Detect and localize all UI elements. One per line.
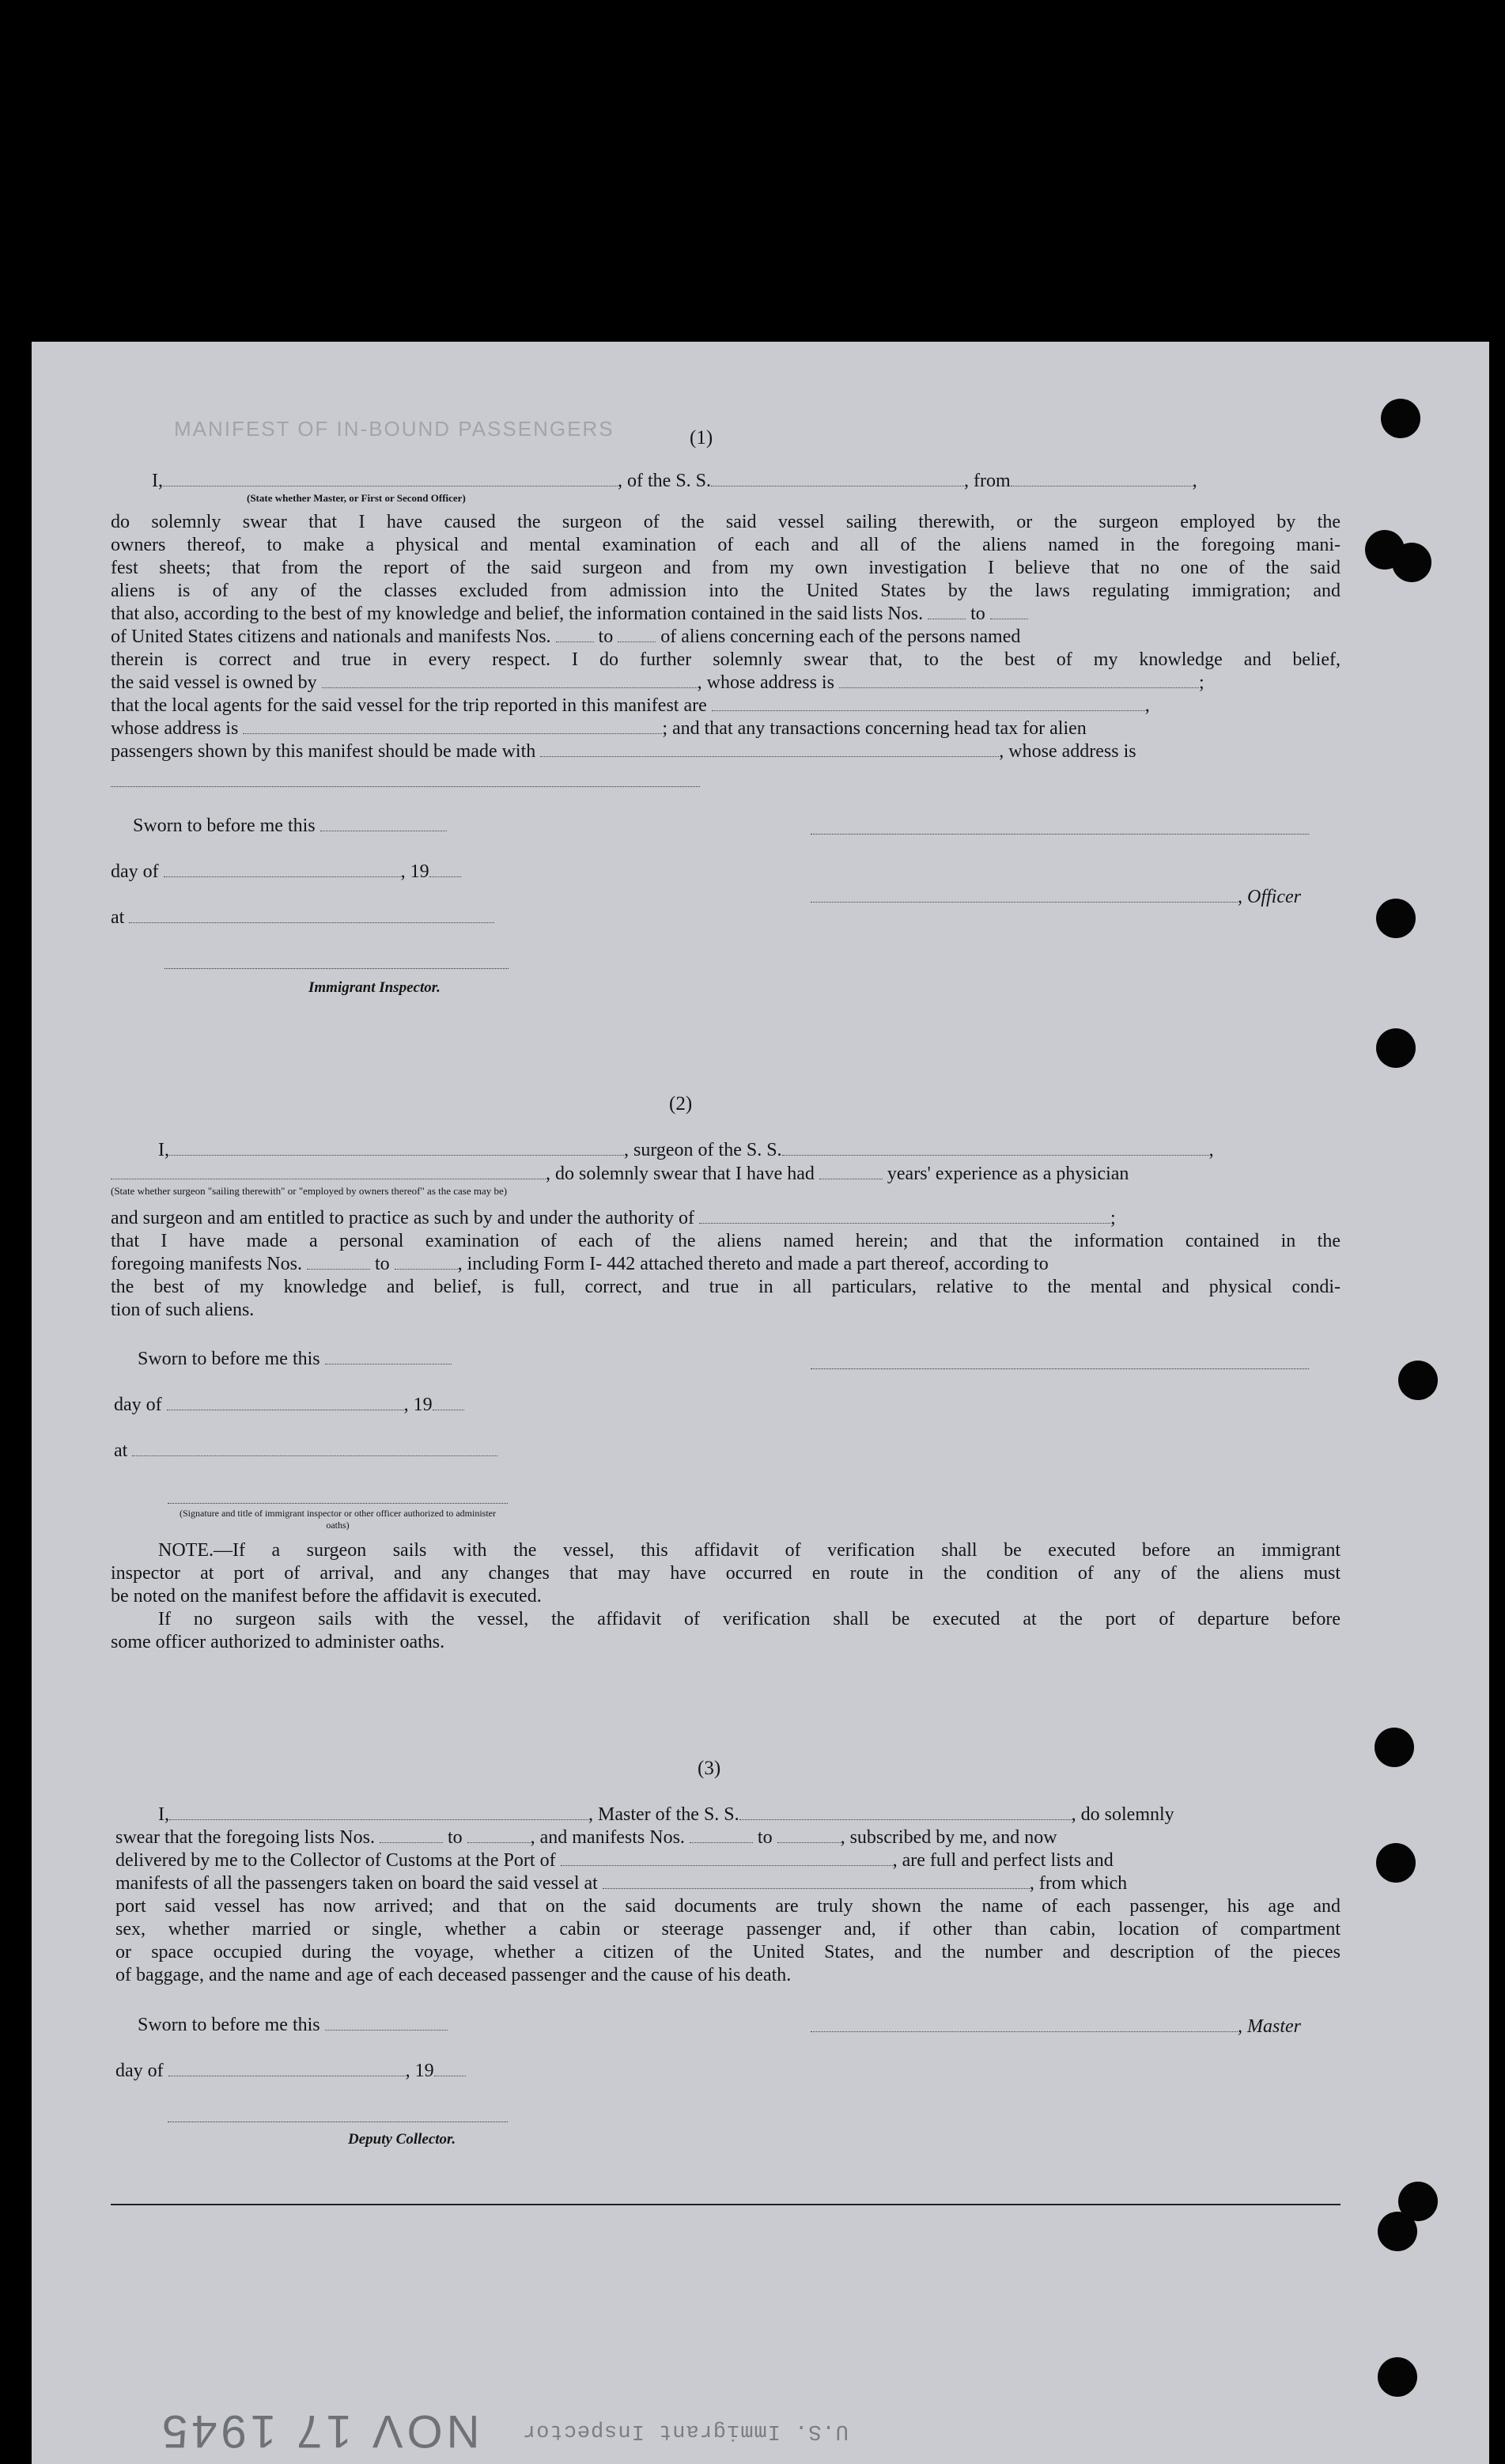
section-1-paragraph-line: of United States citizens and nationals and manifests Nos. to of aliens concerning each of the persons named [111, 626, 1021, 647]
punch-hole [1398, 1361, 1438, 1400]
section-2-line-4: that I have made a personal examination of each of the aliens named herein; and that the information contained in the [111, 1231, 1341, 1251]
inverted-inspector-stamp: U.S. Immigrant Inspector [522, 2419, 849, 2443]
punch-hole [1375, 1728, 1414, 1767]
section-1-signature-caption: Immigrant Inspector. [308, 979, 441, 996]
officer-signature-line [811, 832, 1309, 835]
punch-hole [1376, 1843, 1416, 1883]
section-2-line-5: foregoing manifests Nos. to , including Form I- 442 attached thereto and made a part thereof, according to [111, 1254, 1049, 1274]
section-1-number: (1) [690, 427, 713, 449]
surgeon-signature-line [811, 1367, 1309, 1369]
section-1-role-caption: (State whether Master, or First or Second Officer) [247, 492, 466, 504]
section-2-note-line: be noted on the manifest before the affidavit is executed. [111, 1586, 542, 1607]
section-2-note-line: inspector at port of arrival, and any changes that may have occurred en route in the condition of any of the aliens must [111, 1563, 1341, 1584]
section-2-note-line: If no surgeon sails with the vessel, the affidavit of verification shall be executed at the port of departure before [158, 1609, 1341, 1629]
section-1-paragraph-line: that also, according to the best of my knowledge and belief, the information contained in the said lists Nos. to [111, 603, 1028, 626]
section-2-line-7: tion of such aliens. [111, 1300, 255, 1320]
punch-hole [1376, 1028, 1416, 1068]
section-2-signature-caption: (Signature and title of immigrant inspector or other officer authorized to administer oaths) [180, 1508, 496, 1531]
section-1-at: at [111, 906, 494, 929]
section-2-note-line: NOTE.—If a surgeon sails with the vessel, this affidavit of verification shall be executed before an immigrant [158, 1540, 1341, 1561]
section-2-note-line: some officer authorized to administer oaths. [111, 1632, 445, 1652]
address-continuation-line [111, 785, 700, 787]
section-3-sworn: Sworn to before me this [138, 2014, 448, 2037]
bleed-through-title: MANIFEST OF IN-BOUND PASSENGERS [174, 417, 614, 441]
bottom-rule [111, 2204, 1341, 2205]
section-1-paragraph-line: do solemnly swear that I have caused the surgeon of the said vessel sailing therewith, or the surgeon employed by the [111, 512, 1341, 532]
section-2-line-6: the best of my knowledge and belief, is full, correct, and true in all particulars, relative to the mental and physical condi- [111, 1277, 1341, 1297]
manifest-sheet [32, 342, 1489, 2464]
punch-hole [1378, 2357, 1417, 2397]
section-1-sworn: Sworn to before me this [133, 815, 447, 838]
section-3-master: , Master [811, 2015, 1301, 2038]
section-3-line-1: I, , Master of the S. S. , do solemnly [158, 1804, 1174, 1825]
section-1-paragraph-line: fest sheets; that from the report of the said surgeon and from my own investigation I believe that no one of the said [111, 558, 1341, 578]
section-1-paragraph-line: the said vessel is owned by , whose address is ; [111, 672, 1204, 693]
punch-hole [1381, 399, 1420, 438]
section-1-line-1: I, , of the S. S. , from , [152, 471, 1197, 491]
section-3-number: (3) [698, 1758, 721, 1779]
section-2-day: day of , 19 [114, 1394, 464, 1417]
section-3-line-4: manifests of all the passengers taken on board the said vessel at , from which [115, 1873, 1128, 1894]
section-3-body-line: or space occupied during the voyage, whether a citizen of the United States, and the number and description of the pieces [115, 1942, 1341, 1962]
deputy-collector-signature-line [168, 2120, 508, 2122]
section-1-officer: , Officer [811, 886, 1301, 909]
section-2-signature-line [168, 1501, 508, 1504]
section-3-body-line: port said vessel has now arrived; and that on the said documents are truly shown the name of each passenger, his age and [115, 1896, 1341, 1917]
section-1-paragraph-line: therein is correct and true in every respect. I do further solemnly swear that, to the best of my knowledge and belief, [111, 649, 1341, 670]
section-2-sworn: Sworn to before me this [138, 1348, 452, 1371]
section-2-number: (2) [669, 1093, 693, 1115]
section-2-at: at [114, 1440, 497, 1463]
section-2-line-2: , do solemnly swear that I have had years' experience as a physician [111, 1163, 1129, 1186]
section-1-paragraph-line: aliens is of any of the classes excluded from admission into the United States by the laws regulating immigration; and [111, 581, 1341, 601]
section-3-body-line: sex, whether married or single, whether a cabin or steerage passenger and, if other than cabin, location of compartment [115, 1919, 1341, 1940]
section-3-line-2: swear that the foregoing lists Nos. to , and manifests Nos. to , subscribed by me, and now [115, 1827, 1057, 1848]
section-1-paragraph-line: owners thereof, to make a physical and mental examination of each and all of the aliens named in the foregoing mani- [111, 535, 1341, 555]
punch-hole [1392, 543, 1431, 582]
section-2-line-3: and surgeon and am entitled to practice as such by and under the authority of ; [111, 1208, 1116, 1228]
section-2-line-1: I, , surgeon of the S. S. , [158, 1140, 1214, 1160]
section-1-day: day of , 19 [111, 861, 461, 884]
section-2-role-caption: (State whether surgeon "sailing therewith" or "employed by owners thereof" as the case may be) [111, 1185, 508, 1197]
section-3-day: day of , 19 [115, 2060, 466, 2083]
section-1-paragraph-line: whose address is ; and that any transactions concerning head tax for alien [111, 718, 1087, 739]
section-3-signature-caption: Deputy Collector. [348, 2131, 456, 2148]
punch-hole [1378, 2212, 1417, 2251]
inverted-date-stamp: NOV 17 1945 [158, 2405, 480, 2457]
section-3-line-3: delivered by me to the Collector of Customs at the Port of , are full and perfect lists and [115, 1850, 1114, 1871]
punch-hole [1376, 899, 1416, 938]
section-1-paragraph-line: passengers shown by this manifest should be made with , whose address is [111, 741, 1136, 762]
inspector-signature-line [164, 967, 509, 969]
section-3-body-line: of baggage, and the name and age of each deceased passenger and the cause of his death. [115, 1965, 792, 1985]
section-1-paragraph-line: that the local agents for the said vessel for the trip reported in this manifest are , [111, 695, 1150, 716]
